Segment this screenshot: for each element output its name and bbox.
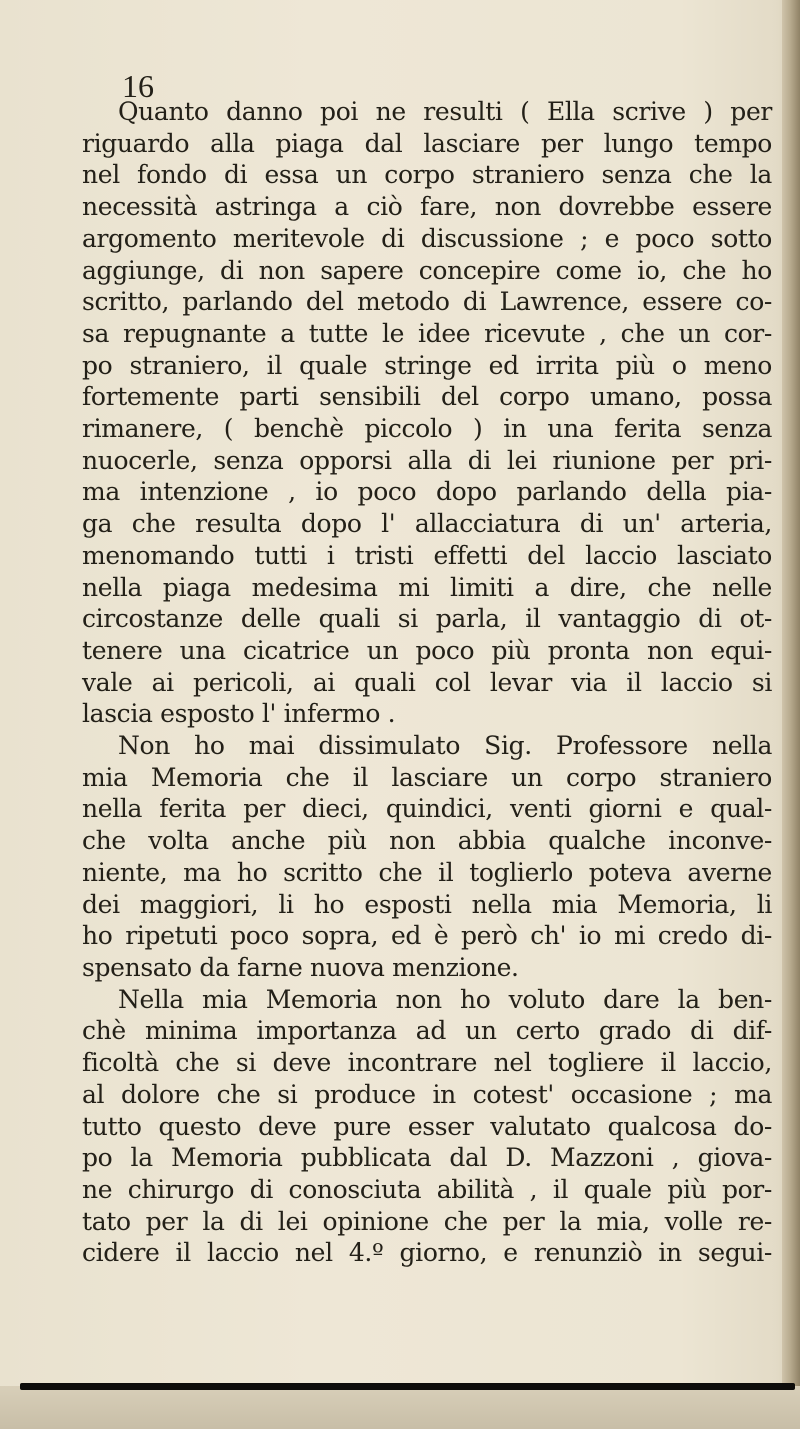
text-line: ficoltà che si deve incontrare nel togliere il laccio, (82, 1048, 772, 1078)
text-line: fortemente parti sensibili del corpo umano, possa (82, 382, 772, 412)
text-line: rimanere, ( benchè piccolo ) in una ferita senza (82, 414, 772, 444)
text-line: argomento meritevole di discussione ; e poco sotto (82, 223, 772, 253)
text-line: dei maggiori, li ho esposti nella mia Memoria, li (82, 889, 772, 919)
text-line: lascia esposto l' infermo . (82, 699, 396, 729)
text-line: niente, ma ho scritto che il toglierlo poteva averne (82, 857, 772, 887)
text-line: Quanto danno poi ne resulti ( Ella scrive ) per (118, 97, 772, 126)
text-line: Non ho mai dissimulato Sig. Professore nella (118, 731, 772, 761)
text-line: tutto questo deve pure esser valutato qualcosa do- (82, 1111, 772, 1141)
text-line: riguardo alla piaga dal lasciare per lungo tempo (82, 128, 772, 158)
text-line: Nella mia Memoria non ho voluto dare la ben- (118, 984, 772, 1014)
text-line: nella ferita per dieci, quindici, venti giorni e qual- (82, 794, 772, 824)
text-line: ne chirurgo di conosciuta abilità , il quale più por- (82, 1174, 772, 1204)
text-line: tenere una cicatrice un poco più pronta non equi- (82, 635, 772, 665)
text-line: sa repugnante a tutte le idee ricevute , che un cor- (82, 318, 772, 348)
page-number: 16 (122, 68, 154, 104)
text-line: chè minima importanza ad un certo grado di dif- (82, 1016, 772, 1046)
text-line: menomando tutti i tristi effetti del laccio lasciato (82, 540, 772, 570)
text-line: cidere il laccio nel 4.º giorno, e renunziò in segui- (82, 1238, 772, 1268)
text-line: aggiunge, di non sapere concepire come io, che ho (82, 255, 772, 285)
text-line: tato per la di lei opinione che per la mia, volle re- (82, 1206, 772, 1236)
text-line: ga che resulta dopo l' allacciatura di un' arteria, (82, 509, 772, 539)
text-line: po la Memoria pubblicata dal D. Mazzoni , giova- (82, 1143, 772, 1173)
text-line: ho ripetuti poco sopra, ed è però ch' io mi credo di- (82, 921, 772, 951)
text-line: mia Memoria che il lasciare un corpo straniero (82, 762, 772, 792)
text-line: spensato da farne nuova menzione. (82, 952, 519, 982)
page-bottom-edge (0, 1386, 800, 1429)
body-text (82, 96, 772, 1269)
page-gutter-shadow (782, 0, 800, 1429)
bottom-edge-line (20, 1383, 795, 1390)
text-line: che volta anche più non abbia qualche inconve- (82, 826, 772, 856)
text-line: nuocerle, senza opporsi alla di lei riunione per pri- (82, 445, 772, 475)
text-line: nel fondo di essa un corpo straniero senza che la (82, 160, 772, 190)
text-line: al dolore che si produce in cotest' occasione ; ma (82, 1079, 772, 1109)
text-line: ma intenzione , io poco dopo parlando della pia- (82, 477, 772, 507)
text-line: circostanze delle quali si parla, il vantaggio di ot- (82, 604, 772, 634)
text-line: nella piaga medesima mi limiti a dire, che nelle (82, 572, 772, 602)
text-line: po straniero, il quale stringe ed irrita più o meno (82, 350, 772, 380)
text-line: scritto, parlando del metodo di Lawrence, essere co- (82, 287, 772, 317)
text-line: necessità astringa a ciò fare, non dovrebbe essere (82, 192, 772, 222)
text-line: vale ai pericoli, ai quali col levar via il laccio si (82, 667, 772, 697)
